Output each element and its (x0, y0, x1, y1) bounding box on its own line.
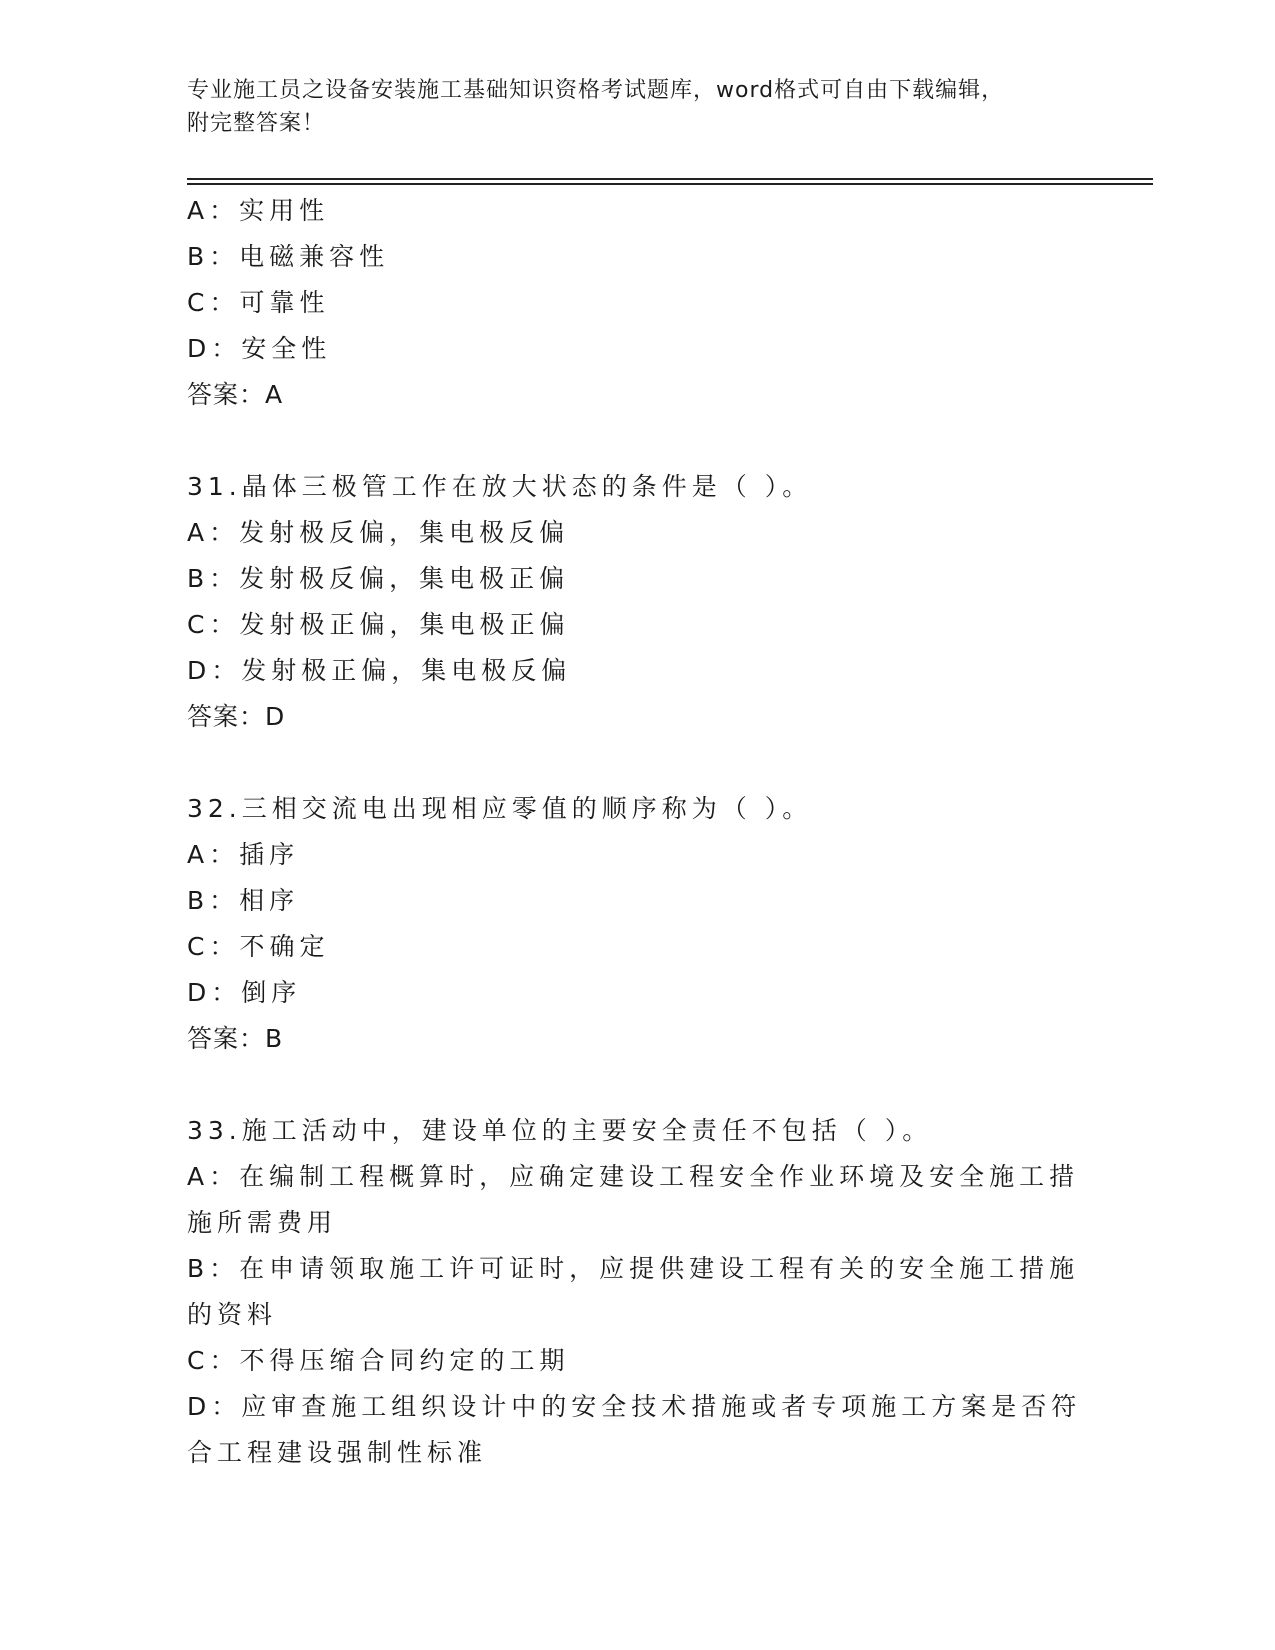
question-block-31 (187, 464, 1087, 740)
question-block-32 (187, 786, 1087, 1062)
option-c: C：可靠性 (187, 288, 330, 317)
answer-line: 答案：B (187, 1024, 284, 1053)
question-list (187, 188, 1087, 1476)
spacer (187, 418, 1087, 464)
option-d: D：发射极正偏，集电极反偏 (187, 656, 572, 685)
header-line-1: 专业施工员之设备安装施工基础知识资格考试题库，word格式可自由下载编辑， (187, 78, 1005, 103)
option-c: C：不确定 (187, 932, 330, 961)
option-a: A：插序 (187, 840, 300, 869)
question-text: 32.三相交流电出现相应零值的顺序称为（ ）。 (187, 794, 813, 823)
option-a: A：在编制工程概算时，应确定建设工程安全作业环境及安全施工措施所需费用 (187, 1162, 1080, 1237)
spacer (187, 1062, 1087, 1108)
answer-line: 答案：A (187, 380, 284, 409)
option-b: B：相序 (187, 886, 300, 915)
question-text: 33.施工活动中，建设单位的主要安全责任不包括（ ）。 (187, 1116, 933, 1145)
header-divider-bottom (187, 183, 1153, 185)
question-block-continued (187, 188, 1087, 418)
option-b: B：发射极反偏，集电极正偏 (187, 564, 570, 593)
document-header (187, 74, 1087, 140)
option-d: D：应审查施工组织设计中的安全技术措施或者专项施工方案是否符合工程建设强制性标准 (187, 1392, 1082, 1467)
question-text: 31.晶体三极管工作在放大状态的条件是（ ）。 (187, 472, 813, 501)
option-d: D：倒序 (187, 978, 302, 1007)
header-line-2: 附完整答案！ (187, 111, 326, 136)
option-a: A：发射极反偏，集电极反偏 (187, 518, 570, 547)
option-c: C：发射极正偏，集电极正偏 (187, 610, 570, 639)
header-divider-top (187, 178, 1153, 180)
spacer (187, 740, 1087, 786)
option-b: B：电磁兼容性 (187, 242, 390, 271)
question-block-33 (187, 1108, 1087, 1476)
answer-line: 答案：D (187, 702, 286, 731)
option-c: C：不得压缩合同约定的工期 (187, 1346, 570, 1375)
option-d: D：安全性 (187, 334, 332, 363)
option-a: A：实用性 (187, 196, 330, 225)
option-b: B：在申请领取施工许可证时，应提供建设工程有关的安全施工措施的资料 (187, 1254, 1080, 1329)
